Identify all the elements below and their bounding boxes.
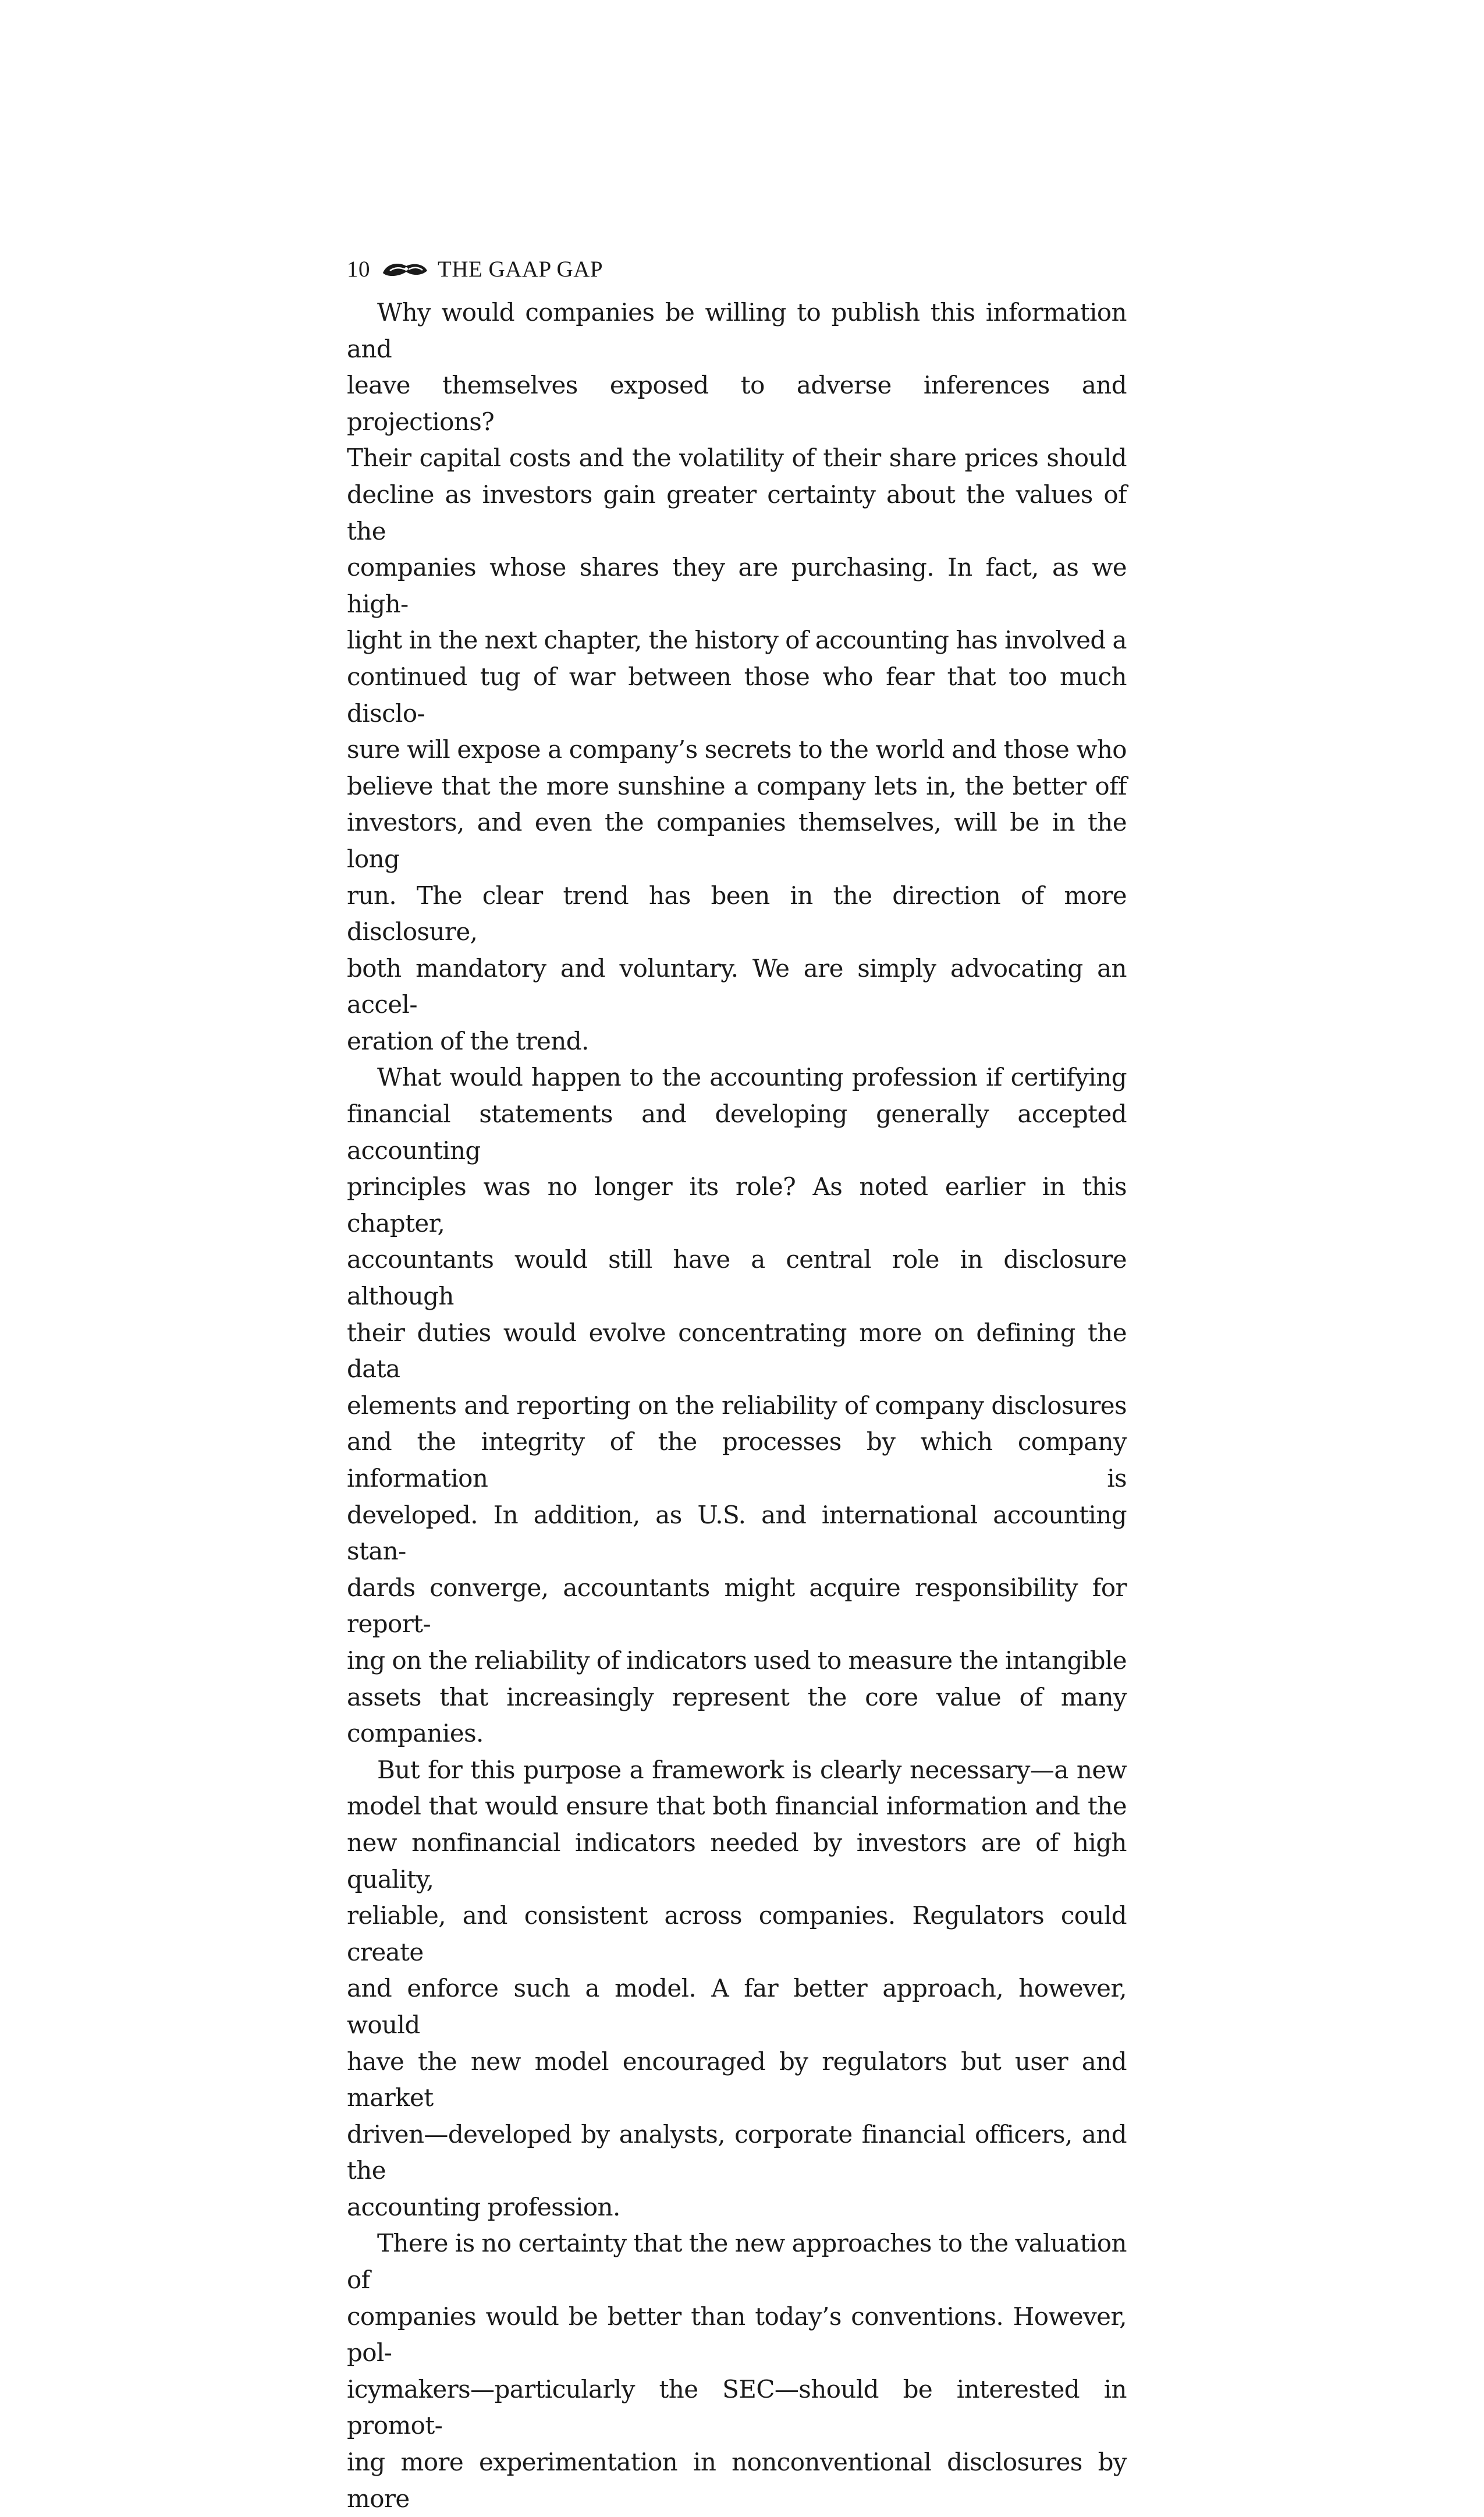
running-title: THE GAAP GAP [438,256,603,282]
leaf-ornament-icon [381,260,429,278]
text-line: eration of the trend. [347,1026,589,1055]
text-line: new nonfinancial indicators needed by investors are of high quality, [347,1828,1127,1894]
text-line: developed. In addition, as U.S. and international accounting stan- [347,1500,1127,1566]
text-line: decline as investors gain greater certainty about the values of the [347,480,1127,545]
text-line: believe that the more sunshine a company lets in, the better off [347,771,1127,800]
text-line: leave themselves exposed to adverse inferences and projections? [347,371,1127,436]
text-line: Their capital costs and the volatility of their share prices should [347,444,1127,473]
text-line: financial statements and developing generally accepted accounting [347,1100,1127,1165]
paragraph-4 [347,2225,1127,2517]
text-line: assets that increasingly represent the core value of many companies. [347,1682,1127,1748]
text-line: principles was no longer its role? As noted earlier in this chapter, [347,1172,1127,1238]
text-line: have the new model encouraged by regulators but user and market [347,2047,1127,2112]
text-line: Why would companies be willing to publish this information and [347,298,1127,363]
text-line: accountants would still have a central role in disclosure although [347,1245,1127,1311]
paragraph-2 [347,1059,1127,1752]
text-line: ing on the reliability of indicators used to measure the intangible [347,1646,1127,1675]
text-line: companies would be better than today’s conventions. However, pol- [347,2302,1127,2367]
page-number: 10 [347,256,370,282]
text-line: accounting profession. [347,2192,620,2221]
text-line: reliable, and consistent across companies. Regulators could create [347,1901,1127,1966]
text-line: and enforce such a model. A far better approach, however, would [347,1974,1127,2039]
text-line: light in the next chapter, the history of accounting has involved a [347,626,1127,655]
text-line: investors, and even the companies themselves, will be in the long [347,808,1127,873]
text-line: ing more experimentation in nonconventional disclosures by more [347,2448,1127,2513]
paragraph-3 [347,1752,1127,2226]
text-line: driven—developed by analysts, corporate financial officers, and the [347,2119,1127,2185]
paragraph-1 [347,295,1127,1059]
text-line: continued tug of war between those who fear that too much disclo- [347,662,1127,728]
running-head [347,251,603,286]
text-line: But for this purpose a framework is clearly necessary—a new [377,1755,1127,1784]
text-line: What would happen to the accounting profession if certifying [377,1063,1127,1092]
text-line: both mandatory and voluntary. We are simply advocating an accel- [347,953,1127,1019]
text-line: elements and reporting on the reliability of company disclosures [347,1391,1127,1420]
text-line: sure will expose a company’s secrets to the world and those who [347,735,1127,764]
text-line: their duties would evolve concentrating more on defining the data [347,1318,1127,1384]
text-line: companies whose shares they are purchasing. In fact, as we high- [347,553,1127,618]
text-line: There is no certainty that the new approaches to the valuation of [347,2229,1127,2295]
text-line: icymakers—particularly the SEC—should be interested in promot- [347,2374,1127,2440]
body-text [347,295,1127,2517]
text-line: and the integrity of the processes by which company information is [347,1427,1127,1493]
text-line: model that would ensure that both financial information and the [347,1792,1127,1821]
text-line: dards converge, accountants might acquire responsibility for report- [347,1573,1127,1639]
text-line: run. The clear trend has been in the direction of more disclosure, [347,881,1127,946]
